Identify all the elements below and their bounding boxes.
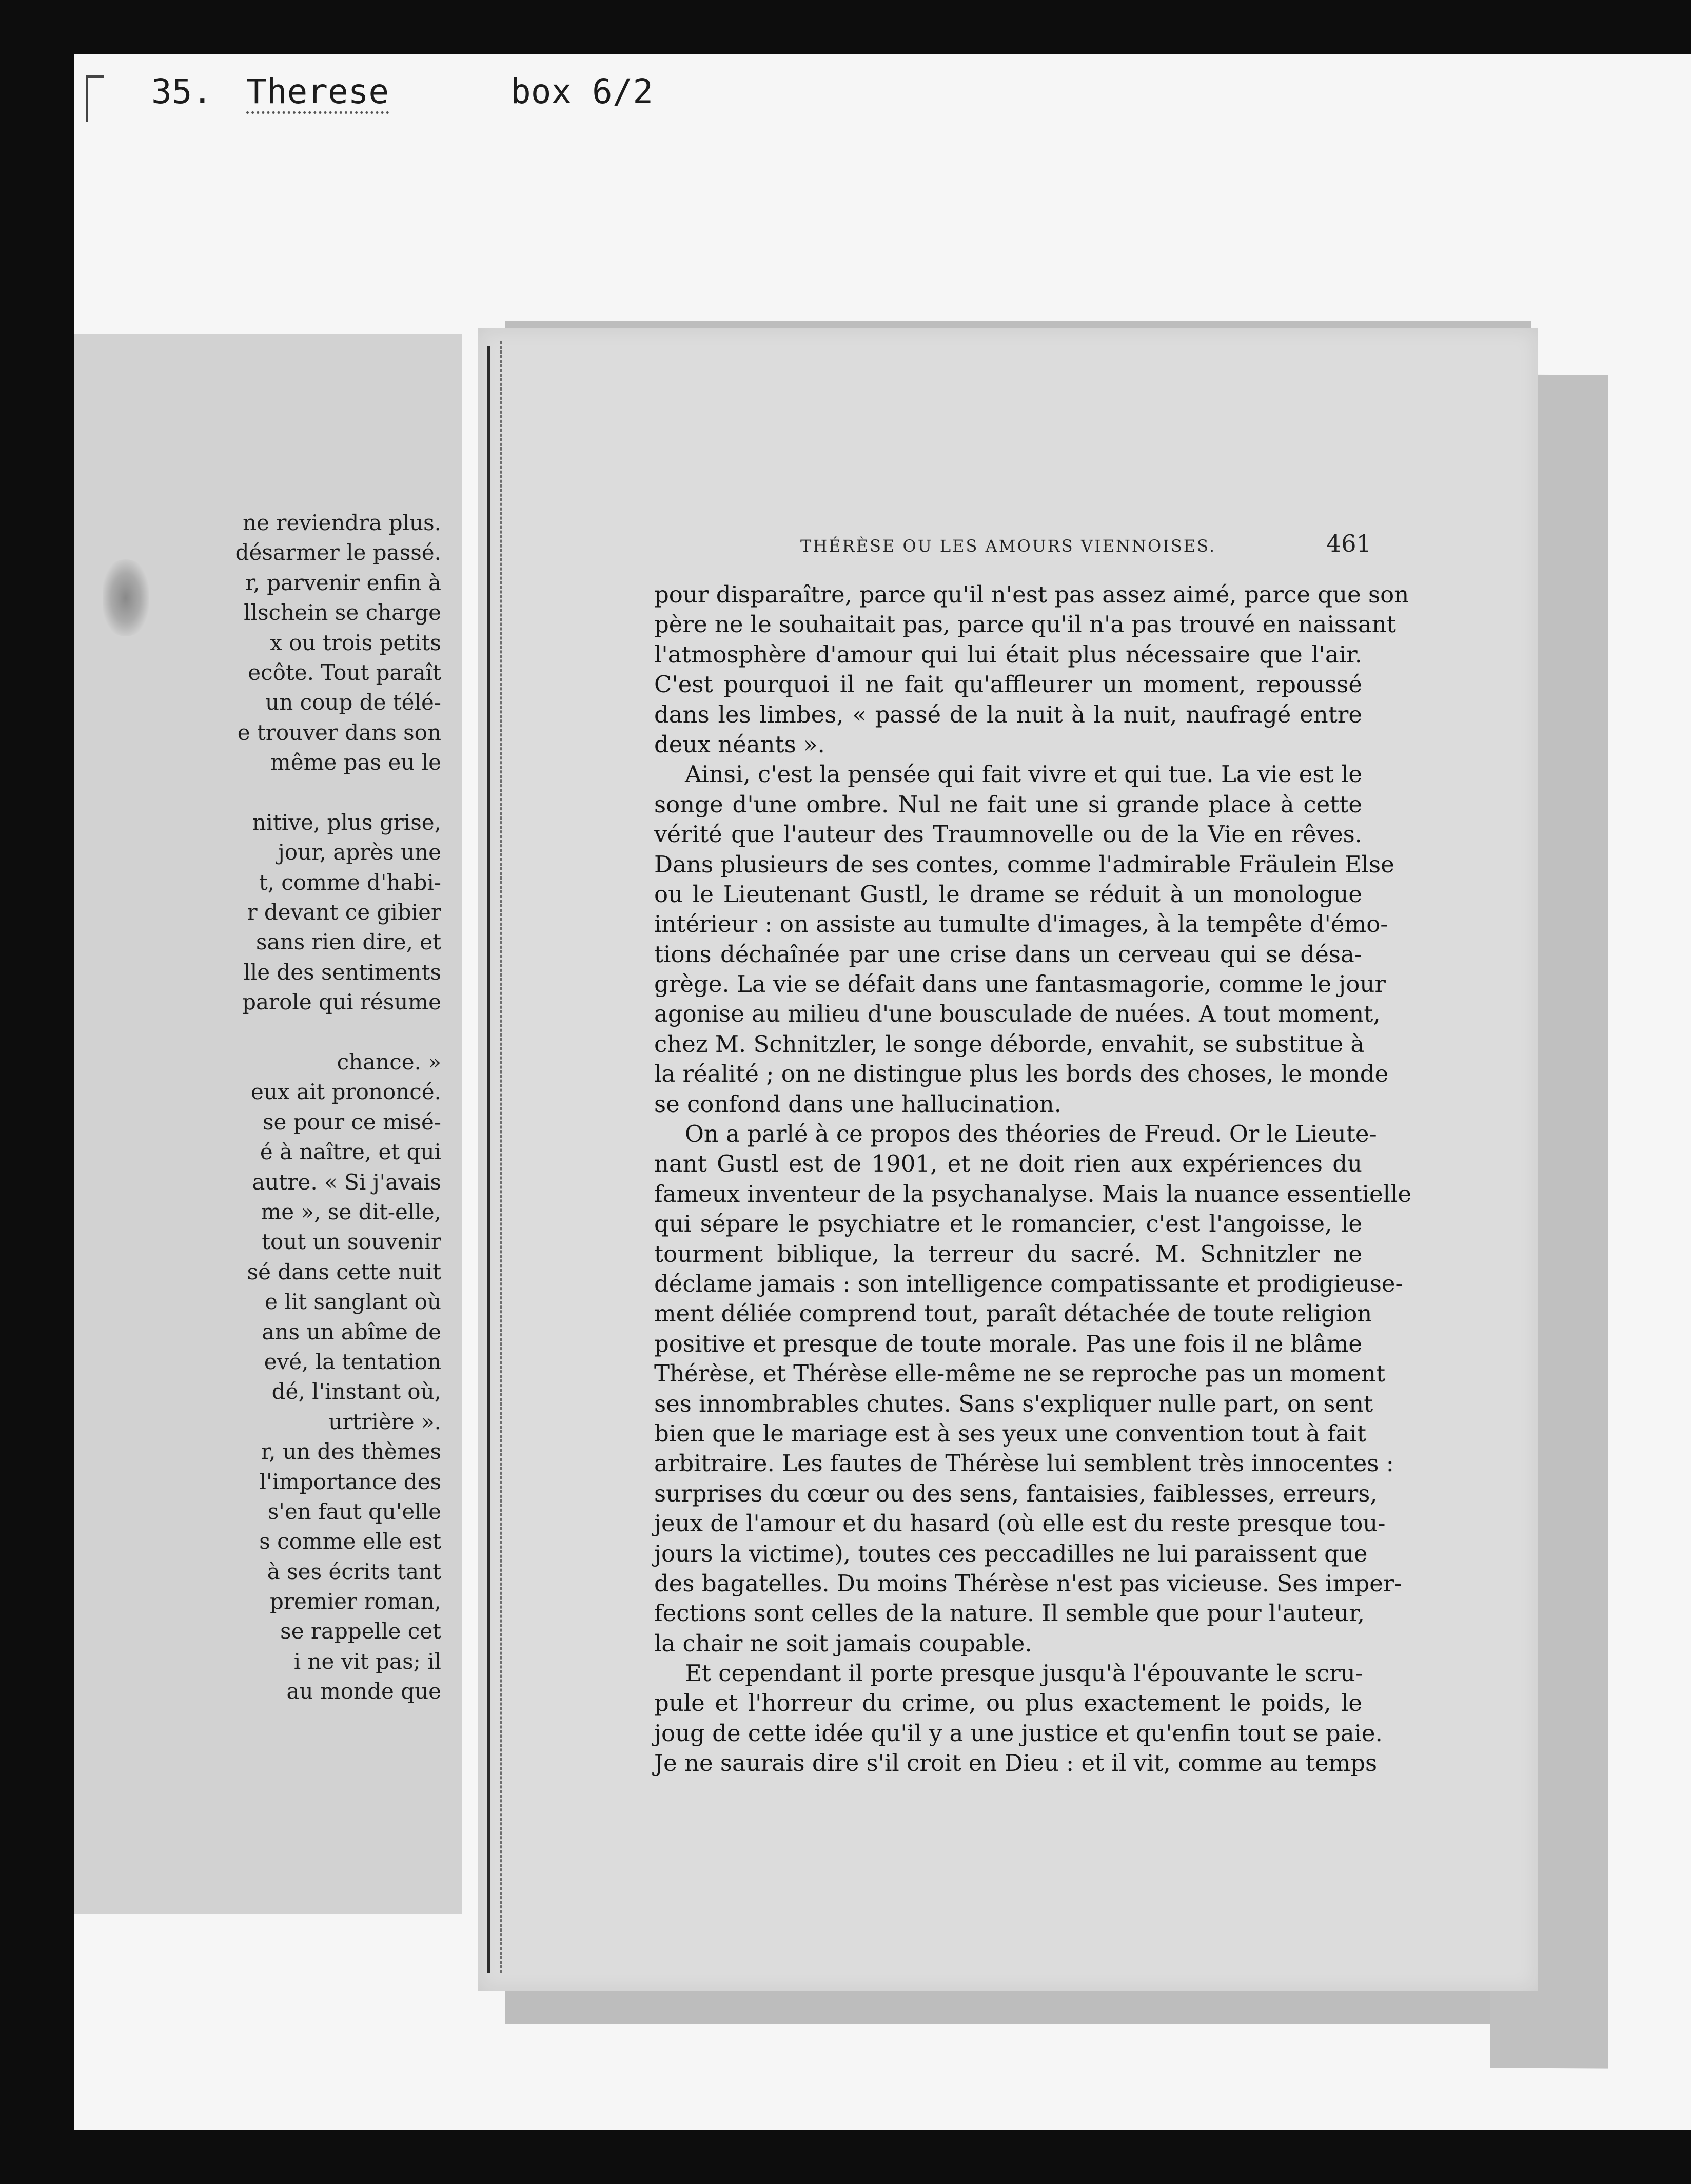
page-gutter-dash: [500, 341, 502, 1973]
text-line: ment déliée comprend tout, paraît détachée de toute religion: [654, 1300, 1372, 1328]
left-text-line: chance. »: [337, 1049, 441, 1075]
text-line: dans les limbes, « passé de la nuit à la nuit, naufragé entre: [654, 700, 1362, 728]
archive-sheet: [74, 54, 1691, 2130]
text-line: C'est pourquoi il ne fait qu'affleurer un moment, repoussé: [654, 671, 1362, 698]
text-line: ou le Lieutenant Gustl, le drame se réduit à un monologue: [654, 880, 1362, 908]
label-box-number: box 6/2: [510, 72, 654, 111]
text-line: surprises du cœur ou des sens, fantaisies, faiblesses, erreurs,: [654, 1479, 1378, 1507]
left-text-line: l'importance des: [259, 1469, 441, 1494]
text-line: père ne le souhaitait pas, parce qu'il n'a pas trouvé en naissant: [654, 611, 1396, 638]
left-text-line: dé, l'instant où,: [271, 1379, 441, 1405]
text-line: vérité que l'auteur des Traumnovelle ou de la Vie en rêves.: [654, 821, 1362, 848]
text-line: agonise au milieu d'une bousculade de nuées. A tout moment,: [654, 1000, 1381, 1028]
left-text-line: x ou trois petits: [270, 630, 441, 655]
text-line: pour disparaître, parce qu'il n'est pas assez aimé, parce que son: [654, 581, 1409, 608]
text-line: joug de cette idée qu'il y a une justice et qu'enfin tout se paie.: [654, 1719, 1383, 1747]
right-page-text: [654, 580, 1412, 1779]
text-line: On a parlé à ce propos des théories de Freud. Or le Lieute-: [685, 1120, 1377, 1148]
left-text-line: premier roman,: [270, 1589, 441, 1614]
left-text-line: me », se dit-elle,: [261, 1199, 441, 1224]
text-line: Thérèse, et Thérèse elle-même ne se reproche pas un moment: [654, 1360, 1386, 1388]
text-line: songe d'une ombre. Nul ne fait une si grande place à cette: [654, 790, 1362, 818]
left-text-line: s'en faut qu'elle: [267, 1498, 441, 1524]
left-text-line: même pas eu le: [270, 750, 441, 775]
page-gutter-line: [487, 346, 490, 1973]
left-text-line: au monde que: [286, 1679, 441, 1704]
text-line: positive et presque de toute morale. Pas une fois il ne blâme: [654, 1330, 1362, 1357]
left-text-line: un coup de télé-: [265, 690, 441, 715]
left-text-line: é à naître, et qui: [260, 1139, 441, 1165]
left-text-line: eux ait prononcé.: [250, 1079, 441, 1105]
text-line: déclame jamais : son intelligence compatissante et prodigieuse-: [654, 1270, 1403, 1297]
left-text-line: nitive, plus grise,: [252, 809, 441, 835]
text-line: Et cependant il porte presque jusqu'à l'épouvante le scru-: [685, 1660, 1363, 1687]
left-text-line: e trouver dans son: [237, 719, 441, 745]
left-text-line: jour, après une: [278, 840, 441, 865]
left-text-line: se rappelle cet: [280, 1619, 441, 1644]
left-text-line: s comme elle est: [259, 1529, 441, 1554]
corner-bracket: [86, 75, 104, 122]
left-text-line: ecôte. Tout paraît: [248, 659, 441, 685]
left-text-line: llschein se charge: [244, 600, 441, 626]
text-line: fameux inventeur de la psychanalyse. Mais la nuance essentielle: [654, 1180, 1412, 1207]
left-text-line: [154, 1018, 441, 1047]
page-number: 461: [1326, 530, 1371, 557]
text-line: chez M. Schnitzler, le songe déborde, envahit, se substitue à: [654, 1030, 1365, 1058]
left-page-text: [154, 508, 441, 1707]
text-line: Je ne saurais dire s'il croit en Dieu : et il vit, comme au temps: [654, 1749, 1378, 1777]
text-line: fections sont celles de la nature. Il semble que pour l'auteur,: [654, 1600, 1365, 1627]
text-line: jeux de l'amour et du hasard (où elle est du reste presque tou-: [654, 1510, 1386, 1537]
left-text-line: evé, la tentation: [264, 1349, 441, 1374]
text-line: des bagatelles. Du moins Thérèse n'est pas vicieuse. Ses imper-: [654, 1569, 1402, 1597]
left-text-line: r, parvenir enfin à: [245, 570, 441, 595]
text-line: la réalité ; on ne distingue plus les bords des choses, le monde: [654, 1060, 1389, 1088]
text-line: nant Gustl est de 1901, et ne doit rien aux expériences du: [654, 1150, 1362, 1178]
left-text-line: e lit sanglant où: [265, 1289, 441, 1315]
text-line: se confond dans une hallucination.: [654, 1090, 1061, 1118]
left-text-line: parole qui résume: [242, 989, 441, 1015]
left-text-line: r devant ce gibier: [247, 900, 441, 925]
left-text-line: r, un des thèmes: [261, 1439, 441, 1465]
text-line: arbitraire. Les fautes de Thérèse lui semblent très innocentes :: [654, 1450, 1394, 1477]
fingerprint-smudge: [103, 559, 149, 636]
label-number: 35.: [151, 72, 213, 111]
left-text-line: à ses écrits tant: [267, 1558, 441, 1584]
left-text-line: désarmer le passé.: [235, 540, 441, 566]
left-text-line: autre. « Si j'avais: [252, 1169, 441, 1195]
text-line: grège. La vie se défait dans une fantasmagorie, comme le jour: [654, 970, 1386, 998]
text-line: bien que le mariage est à ses yeux une convention tout à fait: [654, 1419, 1366, 1447]
text-line: l'atmosphère d'amour qui lui était plus nécessaire que l'air.: [654, 640, 1362, 668]
label-title: Therese: [246, 72, 389, 114]
text-line: Ainsi, c'est la pensée qui fait vivre et qui tue. La vie est le: [685, 761, 1362, 788]
left-text-line: ne reviendra plus.: [243, 510, 441, 535]
left-text-line: [154, 778, 441, 808]
text-line: tourment biblique, la terreur du sacré. M. Schnitzler ne: [654, 1240, 1362, 1268]
text-line: qui sépare le psychiatre et le romancier, c'est l'angoisse, le: [654, 1210, 1362, 1238]
left-text-line: t, comme d'habi-: [259, 869, 441, 895]
text-line: Dans plusieurs de ses contes, comme l'admirable Fräulein Else: [654, 850, 1394, 878]
left-text-line: se pour ce misé-: [263, 1109, 441, 1135]
left-text-line: ans un abîme de: [262, 1319, 441, 1344]
text-line: deux néants ».: [654, 730, 825, 758]
text-line: tions déchaînée par une crise dans un cerveau qui se désa-: [654, 940, 1362, 968]
running-head: THÉRÈSE OU LES AMOURS VIENNOISES.: [800, 536, 1216, 556]
left-text-line: lle des sentiments: [243, 959, 441, 985]
archive-label: [74, 54, 721, 146]
left-text-line: sé dans cette nuit: [247, 1259, 441, 1284]
left-text-line: i ne vit pas; il: [293, 1648, 441, 1674]
left-text-line: tout un souvenir: [262, 1229, 441, 1255]
left-page-clipping: [74, 334, 462, 1914]
left-text-line: sans rien dire, et: [256, 929, 441, 955]
left-text-line: urtrière ».: [328, 1409, 441, 1434]
text-line: ses innombrables chutes. Sans s'expliquer nulle part, on sent: [654, 1390, 1373, 1417]
text-line: jours la victime), toutes ces peccadilles ne lui paraissent que: [654, 1539, 1368, 1567]
text-line: intérieur : on assiste au tumulte d'images, à la tempête d'émo-: [654, 910, 1388, 938]
text-line: pule et l'horreur du crime, ou plus exactement le poids, le: [654, 1689, 1362, 1717]
text-line: la chair ne soit jamais coupable.: [654, 1629, 1032, 1657]
